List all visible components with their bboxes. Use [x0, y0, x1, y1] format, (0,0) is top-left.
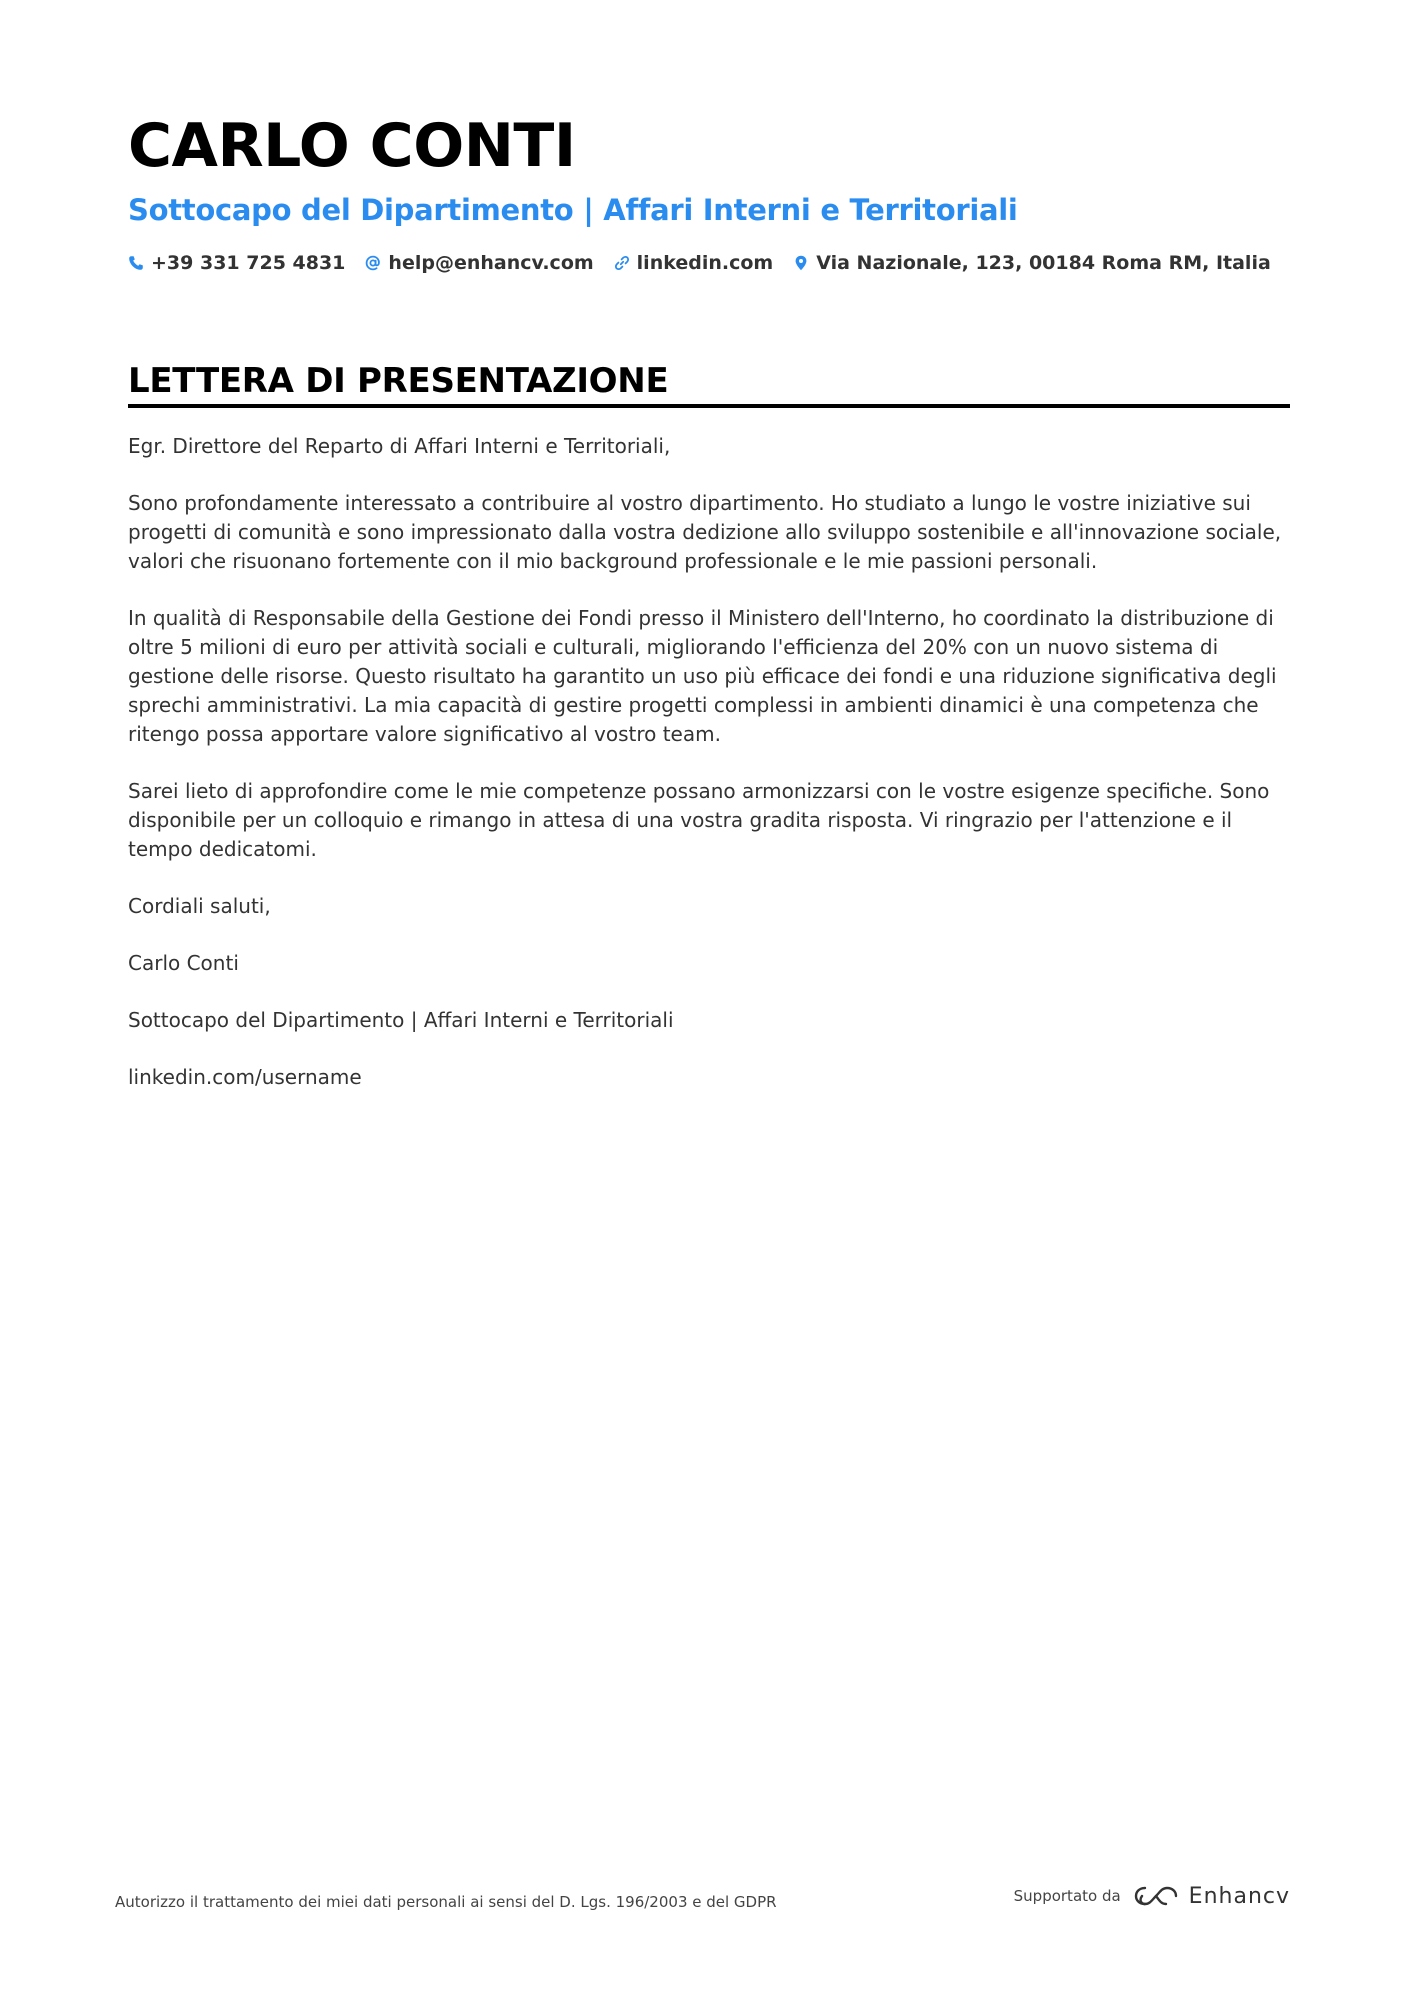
contact-phone-text: +39 331 725 4831	[151, 252, 346, 274]
enhancv-logo-icon	[1133, 1883, 1179, 1909]
letter-content	[128, 110, 1290, 1120]
location-pin-icon	[793, 255, 809, 271]
contact-address-text: Via Nazionale, 123, 00184 Roma RM, Italia	[816, 252, 1271, 274]
letter-greeting: Egr. Direttore del Reparto di Affari Interni e Territoriali,	[128, 434, 671, 458]
candidate-role: Sottocapo del Dipartimento | Affari Interni e Territoriali	[128, 193, 1018, 227]
phone-icon	[128, 255, 144, 271]
contact-linkedin[interactable]	[614, 252, 774, 274]
contact-email[interactable]	[365, 252, 593, 274]
letter-paragraph: Sarei lieto di approfondire come le mie competenze possano armonizzarsi con le vostre esigenze specifiche. Sono disponibile per un colloquio e rimango in attesa di una vostra gradita risposta. Vi ringrazio per l'attenzione e il tempo dedicatomi.	[128, 779, 1270, 861]
powered-by[interactable]	[1014, 1883, 1290, 1909]
letter-closing: Cordiali saluti,	[128, 894, 271, 918]
at-icon	[365, 255, 381, 271]
enhancv-brand: Enhancv	[1188, 1883, 1290, 1909]
contact-bar	[128, 252, 1290, 274]
contact-address	[793, 252, 1271, 274]
letter-paragraph: Sono profondamente interessato a contribuire al vostro dipartimento. Ho studiato a lungo le vostre iniziative sui progetti di comunità e sono impressionato dalla vostra dedizione allo sviluppo sostenibile e all'innovazione sociale, valori che risuonano fortemente con il mio background professionale e le mie passioni personali.	[128, 491, 1282, 573]
signature-link[interactable]: linkedin.com/username	[128, 1065, 362, 1089]
powered-by-label: Supportato da	[1013, 1887, 1121, 1905]
contact-email-text: help@enhancv.com	[388, 252, 594, 274]
section-title: LETTERA DI PRESENTAZIONE	[128, 361, 669, 401]
link-icon	[614, 255, 630, 271]
contact-phone[interactable]	[128, 252, 345, 274]
letter-paragraph: In qualità di Responsabile della Gestione dei Fondi presso il Ministero dell'Interno, ho coordinato la distribuzione di oltre 5 milioni di euro per attività sociali e culturali, migliorando l'efficienza del 20% con un nuovo sistema di gestione delle risorse. Questo risultato ha garantito un uso più efficace dei fondi e una riduzione significativa degli sprechi amministrativi. La mia capacità di gestire progetti complessi in ambienti dinamici è una competenza che ritengo possa apportare valore significativo al vostro team.	[128, 606, 1277, 746]
candidate-name: CARLO CONTI	[128, 111, 576, 181]
section-divider	[128, 404, 1290, 408]
letter-body	[128, 432, 1290, 1092]
consent-note: Autorizzo il trattamento dei miei dati personali ai sensi del D. Lgs. 196/2003 e del GDPR	[115, 1893, 777, 1911]
contact-linkedin-text: linkedin.com	[636, 252, 774, 274]
signature-role: Sottocapo del Dipartimento | Affari Interni e Territoriali	[128, 1008, 674, 1032]
signature-name: Carlo Conti	[128, 951, 239, 975]
